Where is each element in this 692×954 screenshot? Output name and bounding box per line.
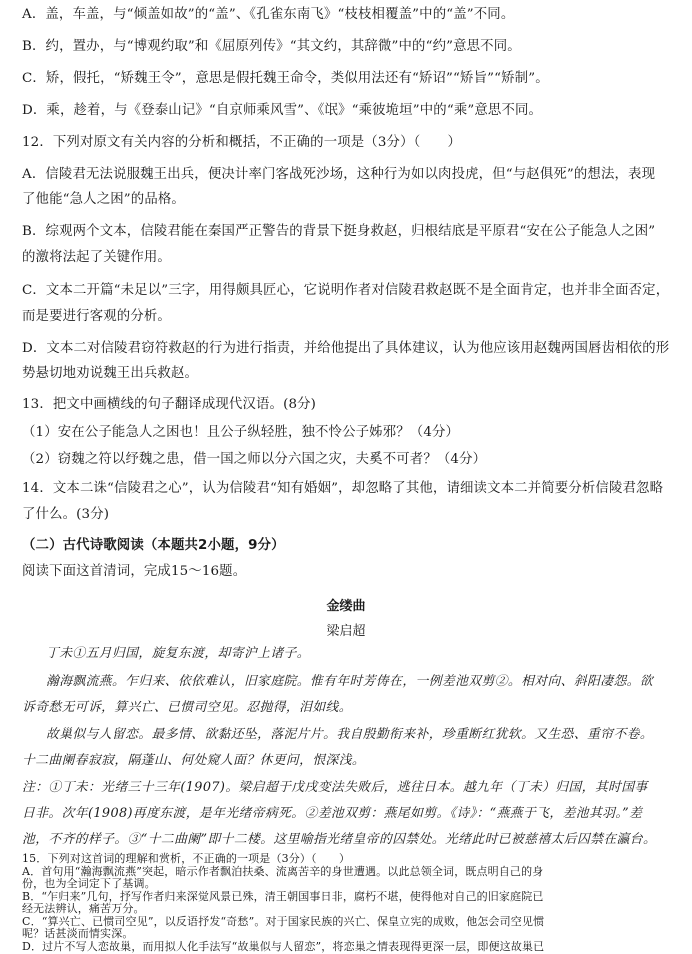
- q14-line1: 14．文本二诛“信陵君之心”，认为信陵君“知有婚姻”，却忽略了其他，请细读文本二并简要分析信陵君忽略: [22, 481, 664, 496]
- q15-stem: 15．下列对这首词的理解和赏析，不正确的一项是（3分）（ ）: [22, 852, 351, 865]
- q11-option-d: D．乘，趁着，与《登泰山记》“自京师乘风雪”、《氓》“乘彼垝垣”中的“乘”意思不同。: [22, 103, 543, 118]
- q12-option-d-line1: D．文本二对信陵君窃符救赵的行为进行指责，并给他提出了具体建议，认为他应该用赵魏两国唇齿相依的形: [22, 341, 670, 356]
- section-intro: 阅读下面这首清词，完成15～16题。: [22, 564, 247, 579]
- q12-option-a-line1: A．信陵君无法说服魏王出兵，便决计率门客战死沙场，这种行为如以肉投虎，但“与赵俱死”的想法，表现: [22, 167, 656, 182]
- q15-option-c-line1: C．“算兴亡、已惯司空见”，以反语抒发“奇愁”。对于国家民族的兴亡、保皇立宪的成败，他怎会司空见惯: [22, 914, 545, 928]
- poem-stanza2-line1: 故巢似与人留恋。最多情、欲黏还坠，落泥片片。我自殷勤衔来补，珍重断红犹软。又生恐、重帘不卷。: [46, 727, 654, 742]
- poem-stanza2-line2: 十二曲阑春寂寂，隔蓬山、何处窥人面？休更问，恨深浅。: [22, 753, 366, 768]
- q15-option-b-line1: B．“乍归来”几句，抒写作者归来深觉风景已殊，清王朝国事日非，腐朽不堪，使得他对自己的旧家庭院已: [22, 889, 544, 903]
- q15-option-c-line2: 呢？话甚淡而情实深。: [22, 927, 134, 940]
- q15-option-d-line1: D．过片不写人恋故巢，而用拟人化手法写“故巢似与人留恋”，将恋巢之情表现得更深一层，即便这故巢已: [22, 939, 545, 953]
- q12-option-b-line2: 的激将法起了关键作用。: [22, 250, 171, 265]
- section-heading: （二）古代诗歌阅读（本题共2小题，9分）: [22, 538, 285, 553]
- q13-sentence-1: （1）安在公子能急人之困也！且公子纵轻胜，独不怜公子姊邪？（4分）: [22, 425, 460, 440]
- poem-note-line3: 池，不齐的样子。③“十二曲阑”即十二楼。这里喻指光绪皇帝的囚禁处。光绪此时已被慈禧太后囚禁在瀛台。: [22, 832, 657, 847]
- poem-stanza1-line2: 诉奇愁无可诉，算兴亡、已惯司空见。忍抛得，泪如线。: [22, 700, 352, 715]
- poem-note-line1: 注：①丁未：光绪三十三年(1907)。梁启超于戊戌变法失败后，逃往日本。越九年（丁未）归国，其时国事: [22, 780, 648, 795]
- q11-option-b: B．约，置办，与“博观约取”和《屈原列传》“其文约，其辞微”中的“约”意思不同。: [22, 39, 521, 54]
- q15-option-b-line2: 经无法辨认，痛苦万分。: [22, 902, 145, 915]
- q12-option-a-line2: 了他能“急人之困”的品格。: [22, 192, 185, 207]
- q12-option-b-line1: B．综观两个文本，信陵君能在秦国严正警告的背景下挺身救赵，归根结底是平原君“安在公子能急人之困”: [22, 224, 656, 239]
- q11-option-c: C．矫，假托，“矫魏王令”，意思是假托魏王命令，类似用法还有“矫诏”“矫旨”“矫制”。: [22, 71, 549, 86]
- poem-author: 梁启超: [326, 624, 366, 639]
- q13-stem: 13．把文中画横线的句子翻译成现代汉语。(8分): [22, 397, 317, 412]
- q14-line2: 了什么。(3分): [22, 507, 110, 522]
- q12-option-c-line2: 而是要进行客观的分析。: [22, 309, 171, 324]
- poem-note-line2: 日非。次年(1908)再度东渡，是年光绪帝病死。②差池双剪：燕尾如剪。《诗》：“燕燕于飞，差池其羽。”差: [22, 806, 643, 821]
- q15-option-a-line1: A．首句用“瀚海飘流燕”突起，暗示作者飘泊扶桑、流离苦辛的身世遭遇。以此总领全词，既点明自己的身: [22, 864, 544, 878]
- q12-stem: 12．下列对原文有关内容的分析和概括，不正确的一项是（3分）（ ）: [22, 135, 462, 150]
- q12-option-d-line2: 势悬切地劝说魏王出兵救赵。: [22, 366, 199, 381]
- q12-option-c-line1: C．文本二开篇“未足以”三字，用得颇具匠心，它说明作者对信陵君救赵既不是全面肯定，也并非全面否定，: [22, 283, 670, 298]
- poem-stanza1-line1: 瀚海飘流燕。乍归来、依依难认，旧家庭院。惟有年时芳俦在，一例差池双剪②。相对向、斜阳凄怨。欲: [46, 674, 654, 689]
- q11-option-a: A．盖，车盖，与“倾盖如故”的“盖”、《孔雀东南飞》“枝枝相覆盖”中的“盖”不同。: [22, 7, 515, 22]
- poem-preface: 丁未①五月归国，旋复东渡，却寄沪上诸子。: [46, 646, 310, 661]
- poem-title: 金缕曲: [326, 599, 366, 614]
- q13-sentence-2: （2）窃魏之符以纾魏之患，借一国之师以分六国之灾，夫奚不可者？（4分）: [22, 452, 487, 467]
- q15-option-a-line2: 份，也为全词定下了基调。: [22, 877, 156, 890]
